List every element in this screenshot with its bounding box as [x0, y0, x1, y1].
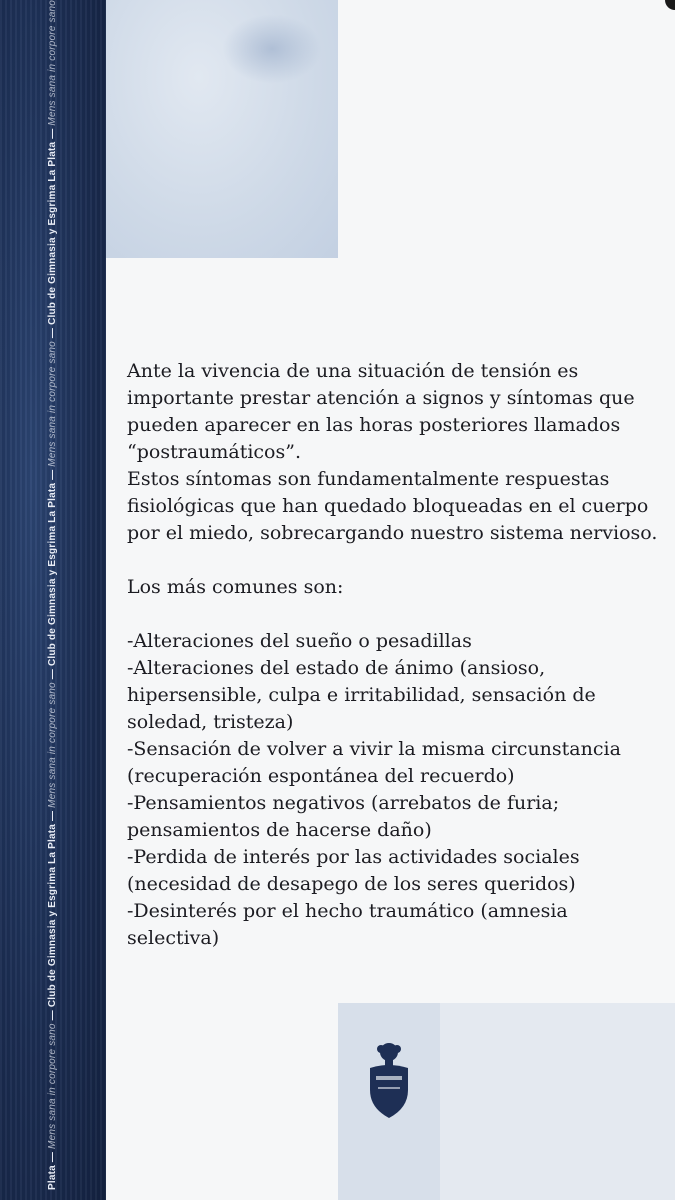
list-line: -Alteraciones del estado de ánimo (ansioso, — [127, 657, 546, 679]
list-line: -Pensamientos negativos (arrebatos de furia; — [127, 792, 560, 814]
sidebar-motto-segment: Mens sana in corpore sano — [47, 341, 58, 467]
list-heading: Los más comunes son: — [127, 576, 344, 598]
sidebar-motto-segment: — Club de Gimnasia y Esgrima La Plata — — [47, 466, 58, 683]
sidebar-motto-strip — [33, 0, 73, 1190]
intro-paragraph — [127, 358, 667, 547]
list-line: (recuperación espontánea del recuerdo) — [127, 765, 515, 787]
list-line: pensamientos de hacerse daño) — [127, 819, 432, 841]
intro-line: “postraumáticos”. — [127, 441, 301, 463]
sidebar-motto-segment: Plata — — [47, 1148, 58, 1190]
intro-line: Ante la vivencia de una situación de tensión es — [127, 360, 579, 382]
sidebar-motto-segment: — Club de Gimnasia y Esgrima La Plata — — [47, 807, 58, 1024]
list-line: -Sensación de volver a vivir la misma circunstancia — [127, 738, 621, 760]
list-line: hipersensible, culpa e irritabilidad, sensación de — [127, 684, 596, 706]
list-line: -Alteraciones del sueño o pesadillas — [127, 630, 472, 652]
intro-line: pueden aparecer en las horas posteriores llamados — [127, 414, 621, 436]
list-line: (necesidad de desapego de los seres queridos) — [127, 873, 576, 895]
list-line: selectiva) — [127, 927, 220, 949]
list-line: -Desinterés por el hecho traumático (amnesia — [127, 900, 568, 922]
sidebar-motto-segment: Mens sana in corpore sano — [47, 682, 58, 808]
corner-shadow — [665, 0, 675, 10]
intro-line: fisiológicas que han quedado bloqueadas en el cuerpo — [127, 495, 649, 517]
list-line: -Perdida de interés por las actividades sociales — [127, 846, 580, 868]
list-line: soledad, tristeza) — [127, 711, 294, 733]
symptom-list — [127, 628, 667, 952]
faded-seal — [222, 14, 322, 84]
sidebar-motto-segment: — Club de Gimnasia y Esgrima La Plata — — [47, 125, 58, 342]
bottom-right-panel — [440, 1003, 675, 1200]
main-text-block — [127, 358, 667, 952]
club-crest-icon — [364, 1040, 414, 1122]
intro-line: por el miedo, sobrecargando nuestro sistema nervioso. — [127, 522, 658, 544]
top-photo-panel — [106, 0, 338, 258]
sidebar-motto-segment: Mens sana in corpore sano — [47, 0, 58, 126]
sidebar-banner — [0, 0, 106, 1200]
intro-line: importante prestar atención a signos y síntomas que — [127, 387, 635, 409]
intro-line: Estos síntomas son fundamentalmente respuestas — [127, 468, 610, 490]
sidebar-motto-segment: Mens sana in corpore sano — [47, 1023, 58, 1149]
